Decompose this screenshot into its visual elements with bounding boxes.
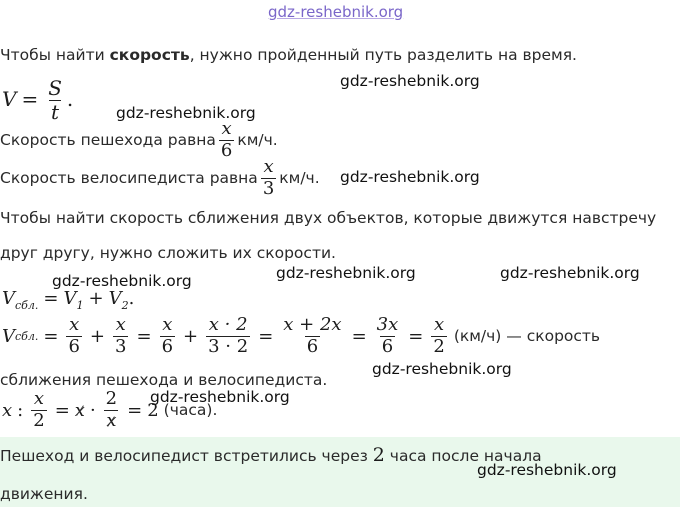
watermark: gdz-reshebnik.org — [116, 104, 256, 122]
intro-text-end: , нужно пройденный путь разделить на время. — [189, 46, 577, 64]
time-result: 2 — [147, 399, 159, 421]
calc-f6-num: 3x — [376, 314, 399, 335]
answer-number: 2 — [372, 444, 385, 466]
watermark: gdz-reshebnik.org — [477, 461, 617, 479]
intro-line — [0, 45, 577, 65]
calc-f7-den: 2 — [433, 335, 445, 357]
calc-line-2: сближения пешехода и велосипедиста. — [0, 371, 328, 389]
watermark: gdz-reshebnik.org — [500, 264, 640, 282]
watermark: gdz-reshebnik.org — [150, 388, 290, 406]
watermark: gdz-reshebnik.org — [340, 168, 480, 186]
cyclist-num: x — [263, 156, 274, 177]
formula-calculation: V сбл. = $\frac{x}{6}$ + $\frac{x}{3}$ = $\frac{x}{6}$ + $\frac{x \cdot 2}{3 \cdot 2}$ = $\frac{x + 2x}{6}$ = $\frac{3x}{6}$ = $\frac{x}{2}$ (км/ч) — скорость — [2, 314, 601, 357]
formula-sum-v: V — [2, 288, 15, 309]
time-dot: · — [89, 399, 96, 421]
closing-speed-line-2: друг другу, нужно сложить их скорости. — [0, 244, 336, 262]
time-f-den: 2 — [33, 409, 45, 431]
calc-f3-num: x — [162, 314, 173, 335]
closing-speed-line-1: Чтобы найти скорость сближения двух объектов, которые движутся навстречу — [0, 209, 657, 227]
watermark: gdz-reshebnik.org — [372, 360, 512, 378]
formula-sum-eq: = — [43, 288, 59, 309]
intro-bold-term: скорость — [109, 46, 190, 64]
time-eq2: = — [127, 399, 143, 421]
calc-f2-den: 3 — [115, 335, 127, 357]
formula-v-den: t — [51, 100, 60, 124]
time-unit: (часа). — [163, 401, 218, 420]
pedestrian-speed-fraction — [219, 120, 234, 161]
formula-sum-plus: + — [88, 288, 104, 309]
answer-text-start: Пешеход и велосипедист встретились через — [0, 447, 373, 465]
cyclist-speed-fraction — [261, 158, 276, 199]
formula-sum-s2: 2 — [121, 299, 129, 312]
calc-f1-den: 6 — [68, 335, 80, 357]
calc-f5-num: x + 2x — [283, 314, 342, 335]
answer-line-2: движения. — [0, 485, 88, 503]
calc-tail-text: (км/ч) — скорость — [453, 327, 601, 346]
calc-f7-num: x — [434, 314, 445, 335]
intro-text-start: Чтобы найти — [0, 46, 110, 64]
calc-f3-den: 6 — [161, 335, 174, 357]
time-f-num: x — [33, 388, 45, 409]
pedestrian-unit: км/ч. — [237, 131, 278, 150]
cyclist-den: 3 — [262, 177, 275, 199]
calc-sub: сбл. — [15, 329, 39, 343]
pedestrian-num: x — [221, 118, 232, 139]
calc-f4-den: 3 · 2 — [208, 335, 249, 357]
formula-v-eq: = — [21, 87, 39, 111]
formula-sum-sub: сбл. — [15, 299, 39, 312]
formula-sum-end: . — [128, 288, 135, 309]
calc-f6-den: 6 — [381, 335, 394, 357]
formula-time — [2, 390, 217, 431]
watermark: gdz-reshebnik.org — [52, 272, 192, 290]
answer-box — [0, 437, 680, 507]
time-x: x — [2, 399, 13, 421]
formula-v-end: . — [66, 87, 74, 111]
formula-sum-v1: V — [63, 288, 77, 309]
formula-v-num: S — [48, 76, 62, 100]
calc-f2-num: x — [115, 314, 126, 335]
formula-v-fraction — [46, 78, 64, 123]
calc-f1-num: x — [69, 314, 80, 335]
answer-line-1 — [0, 445, 542, 466]
cyclist-unit: км/ч. — [279, 169, 320, 188]
pedestrian-speed-text: Скорость пешехода равна — [0, 131, 216, 150]
formula-sum — [2, 288, 134, 312]
time-g-den-cancelled: x — [106, 409, 117, 431]
watermark: gdz-reshebnik.org — [340, 72, 480, 90]
cyclist-speed-text: Скорость велосипедиста равна — [0, 169, 258, 188]
time-g-num: 2 — [105, 388, 118, 409]
calc-f4-num: x · 2 — [208, 314, 248, 335]
formula-velocity — [2, 78, 73, 123]
formula-v-lhs: V — [2, 87, 17, 111]
formula-sum-v2: V — [108, 288, 122, 309]
calc-f5-den: 6 — [306, 335, 319, 357]
answer-text-end: часа после начала — [384, 447, 542, 465]
time-colon: : — [17, 399, 24, 421]
time-x-cancelled: x — [74, 399, 85, 421]
pedestrian-den: 6 — [220, 139, 233, 161]
formula-sum-s1: 1 — [76, 299, 84, 312]
time-eq: = — [54, 399, 70, 421]
pedestrian-speed-line — [0, 120, 278, 161]
watermark: gdz-reshebnik.org — [276, 264, 416, 282]
watermark-top[interactable]: gdz-reshebnik.org — [268, 3, 404, 21]
cyclist-speed-line — [0, 158, 320, 199]
calc-v: V — [2, 325, 15, 347]
